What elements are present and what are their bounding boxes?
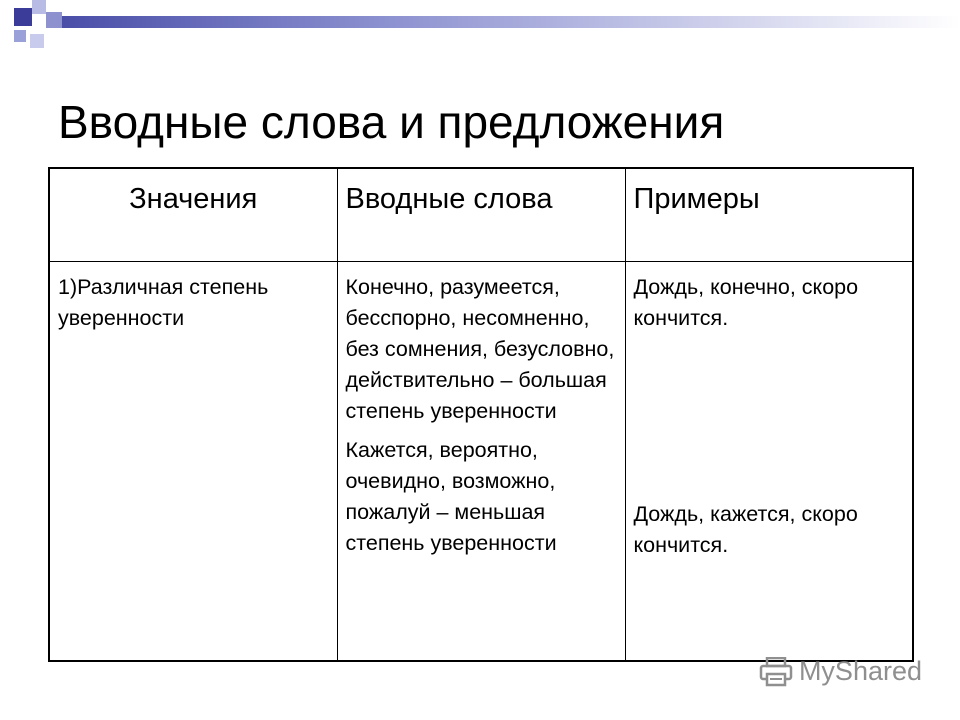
decor-square (14, 8, 32, 26)
words-low-certainty: Кажется, вероятно, очевидно, возможно, пожалуй – меньшая степень уверенности (345, 438, 557, 555)
intro-words-table (48, 167, 914, 662)
header-examples: Примеры (625, 168, 913, 262)
printer-icon (759, 657, 793, 687)
cell-examples (625, 262, 913, 662)
decor-square (30, 34, 44, 48)
cell-meaning: 1)Различная степень уверенности (49, 262, 337, 662)
decor-gradient-bar (62, 16, 960, 28)
decor-square (46, 12, 62, 28)
slide-title: Вводные слова и предложения (58, 96, 725, 148)
example-low-certainty: Дождь, кажется, скоро кончится. (633, 502, 858, 557)
watermark-text: MyShared (798, 656, 922, 686)
table-row (49, 262, 913, 662)
watermark-logo (759, 656, 922, 687)
cell-words (337, 262, 625, 662)
header-meanings: Значения (49, 168, 337, 262)
table-header-row (49, 168, 913, 262)
decor-square (14, 30, 26, 42)
decor-square (32, 0, 46, 14)
words-high-certainty: Конечно, разумеется, бесспорно, несомненно, без сомнения, безусловно, действительно – большая степень уверенности (345, 275, 615, 423)
example-high-certainty: Дождь, конечно, скоро кончится. (633, 275, 859, 330)
header-words: Вводные слова (337, 168, 625, 262)
